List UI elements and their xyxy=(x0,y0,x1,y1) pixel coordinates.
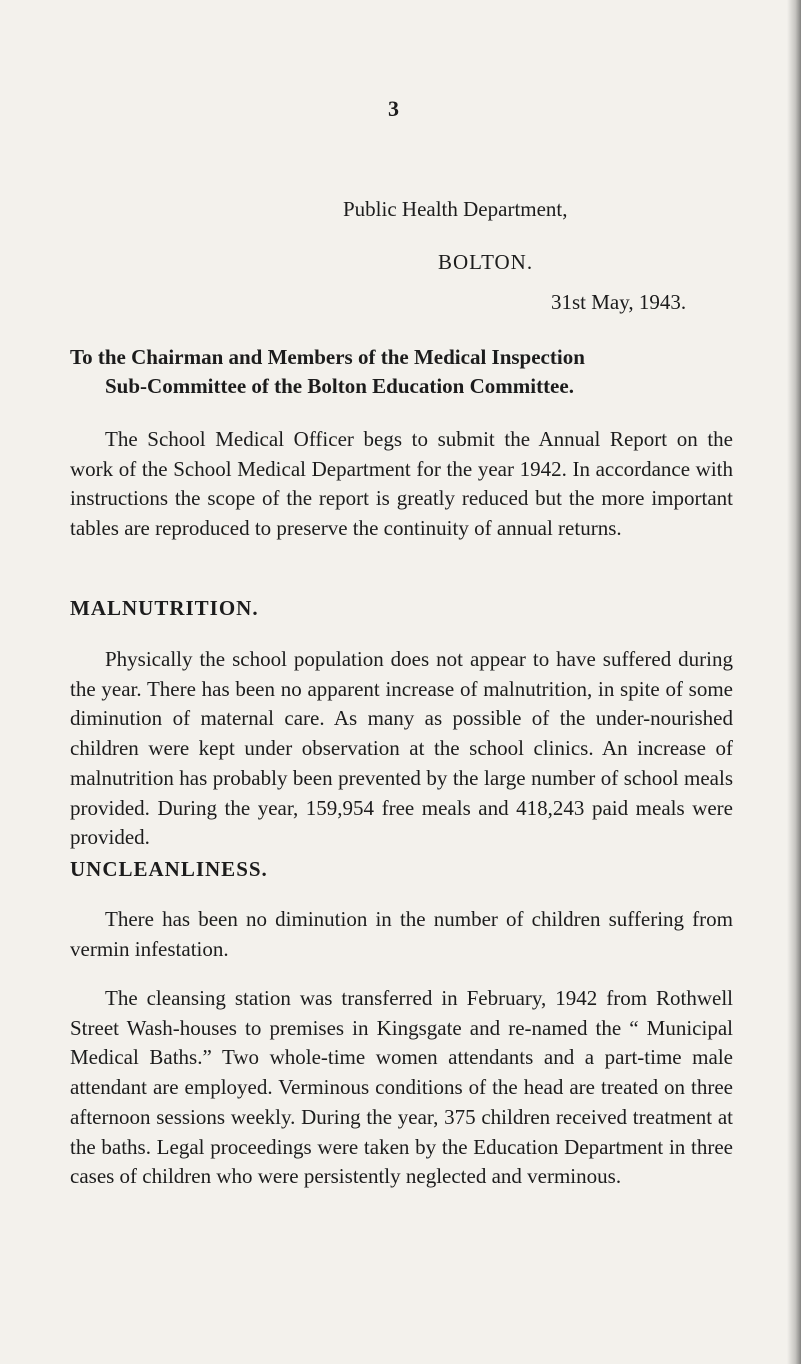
page-edge-shadow xyxy=(787,0,801,1364)
address-town: BOLTON. xyxy=(438,250,534,274)
malnutrition-paragraph: Physically the school population does not appear to have suffered during the year. There has been no apparent increase of malnutrition, in spite of some diminution of maternal care. As many as possible of the under-nourished children were kept under observation at the school clinics. An increase of malnutrition has probably been prevented by the large number of school meals provided. During the year, 159,954 free meals and 418,243 paid meals were provided. xyxy=(70,647,733,850)
intro-paragraph: The School Medical Officer begs to submit the Annual Report on the work of the School Medical Department for the year 1942. In accordance with instructions the scope of the report is greatly reduced but the more important tables are reproduced to preserve the continuity of annual returns. xyxy=(70,427,733,541)
salutation-line-1: To the Chairman and Members of the Medical Inspection xyxy=(70,345,585,369)
uncleanliness-paragraph-2: The cleansing station was transferred in February, 1942 from Rothwell Street Wash-houses to premises in Kingsgate and re-named the “ Municipal Medical Baths.” Two whole-time women attendants and a part-time male attendant are employed. Verminous conditions of the head are treated on three afternoon sessions weekly. During the year, 375 children received treatment at the baths. Legal proceedings were taken by the Education Department in three cases of children who were persistently neglected and verminous. xyxy=(70,986,733,1189)
uncleanliness-paragraph-1: There has been no diminution in the number of children suffering from vermin infestation. xyxy=(70,907,733,961)
uncleanliness-heading: UNCLEANLINESS. xyxy=(70,857,268,881)
letter-date: 31st May, 1943. xyxy=(551,290,687,314)
salutation-line-2: Sub-Committee of the Bolton Education Committee. xyxy=(105,374,574,398)
page-number: 3 xyxy=(388,96,399,121)
salutation xyxy=(70,343,732,401)
malnutrition-heading: MALNUTRITION. xyxy=(70,596,259,620)
address-department: Public Health Department, xyxy=(343,197,568,221)
